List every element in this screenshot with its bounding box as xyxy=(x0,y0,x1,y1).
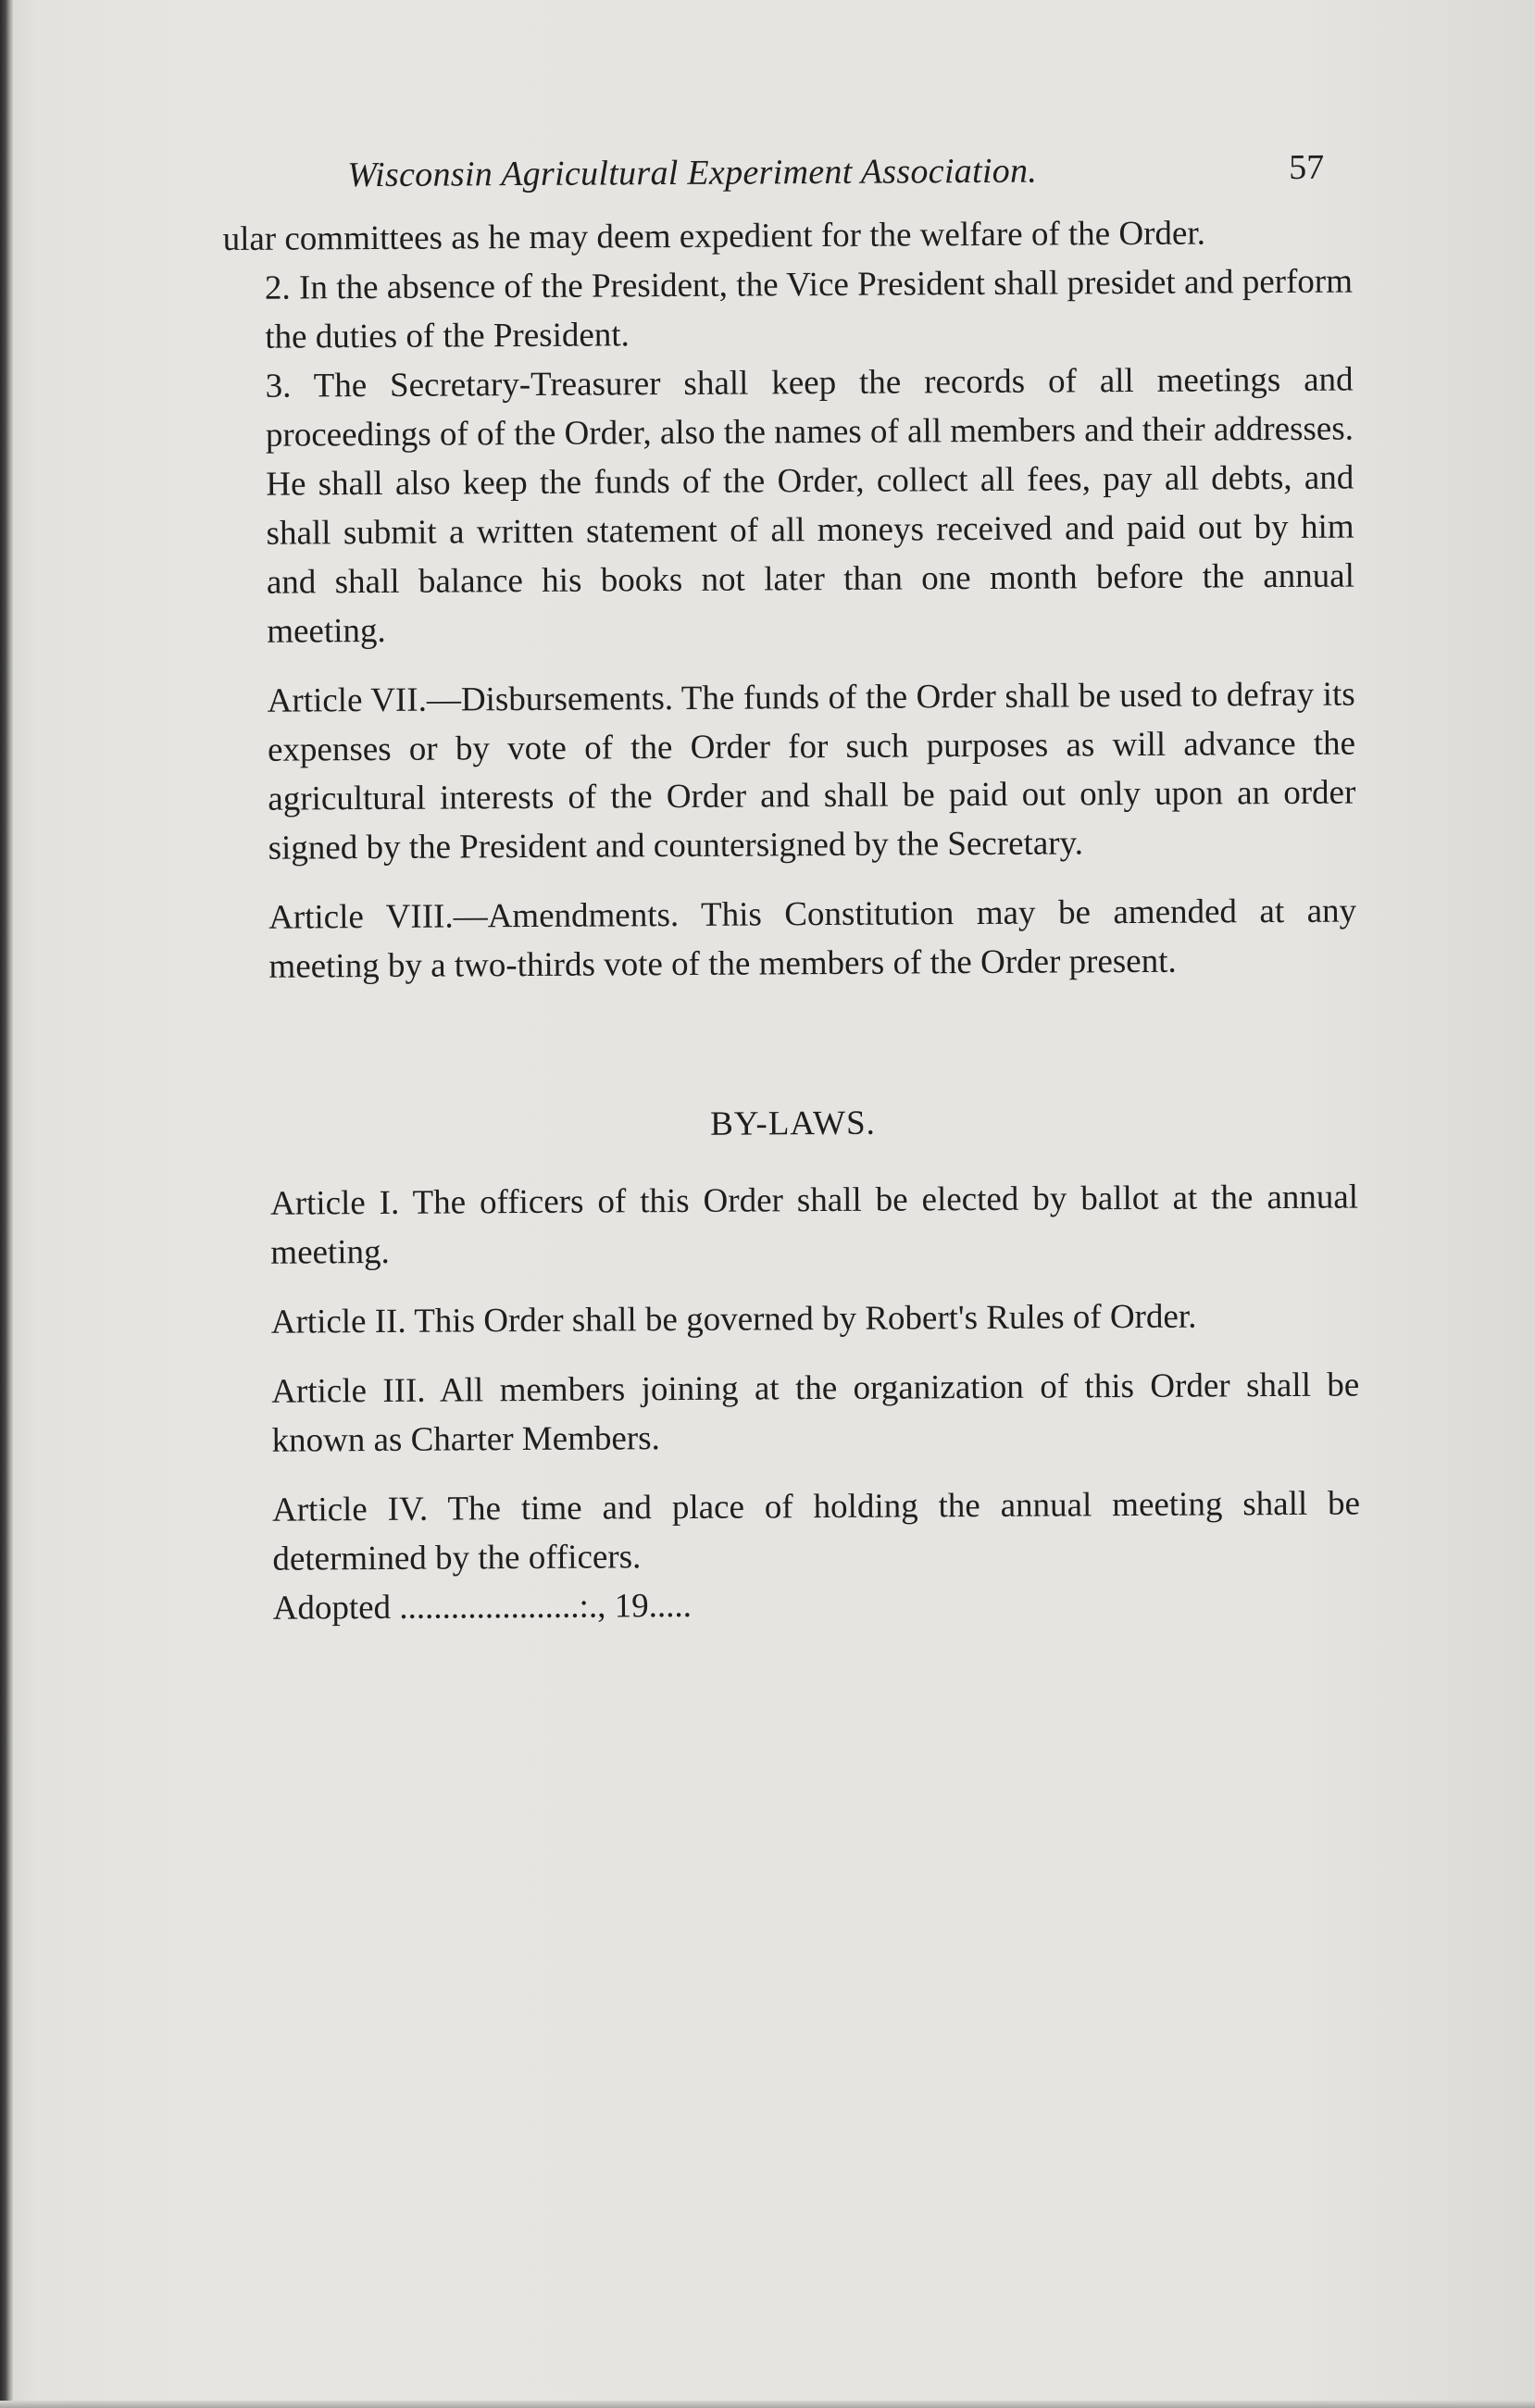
bylaw-article-iii: Article III. All members joining at the organization of this Order shall be known as Charter Members. xyxy=(271,1366,1360,1460)
article-vii-disbursements: Article VII.—Disbursements. The funds of the Order shall be used to defray its expenses or by vote of the Order for such purposes as will advance the agricultural interests of the Order and shall be paid out only upon an order signed by the President and countersigned by the Secretary. xyxy=(267,675,1356,867)
bylaw-article-iv: Article IV. The time and place of holding the annual meeting shall be determined by the officers. xyxy=(271,1484,1361,1578)
page-bottom-edge xyxy=(0,2401,1535,2408)
adopted-line: Adopted .....................:., 19..... xyxy=(272,1586,693,1628)
article-viii-amendments: Article VIII.—Amendments. This Constitution may be amended at any meeting by a two-thirds vote of the members of the Order present. xyxy=(268,892,1357,986)
officer-duty-3: 3. The Secretary-Treasurer shall keep the records of all meetings and proceedings of of the Order, also the names of all members and their addresses. He shall also keep the funds of the Order, collect all fees, pay all debts, and shall submit a written statement of all moneys received and paid out by him and shall balance his books not later than one month before the annual meeting. xyxy=(265,360,1355,651)
page-text xyxy=(222,132,1361,1633)
continuation-paragraph: ular committees as he may deem expedient for the welfare of the Order. xyxy=(222,214,1206,258)
page-number: 57 xyxy=(1289,147,1325,187)
bylaws-heading: BY-LAWS. xyxy=(710,1104,876,1143)
bylaw-article-ii: Article II. This Order shall be governed by Robert's Rules of Order. xyxy=(270,1297,1197,1341)
officer-duty-2: 2. In the absence of the President, the Vice President shall presidet and perform the duties of the President. xyxy=(264,262,1354,356)
running-head xyxy=(222,132,1352,194)
running-title: Wisconsin Agricultural Experiment Association. xyxy=(347,151,1038,195)
binding-edge xyxy=(0,0,13,2408)
bylaw-article-i: Article I. The officers of this Order shall be elected by ballot at the annual meeting. xyxy=(269,1178,1359,1272)
